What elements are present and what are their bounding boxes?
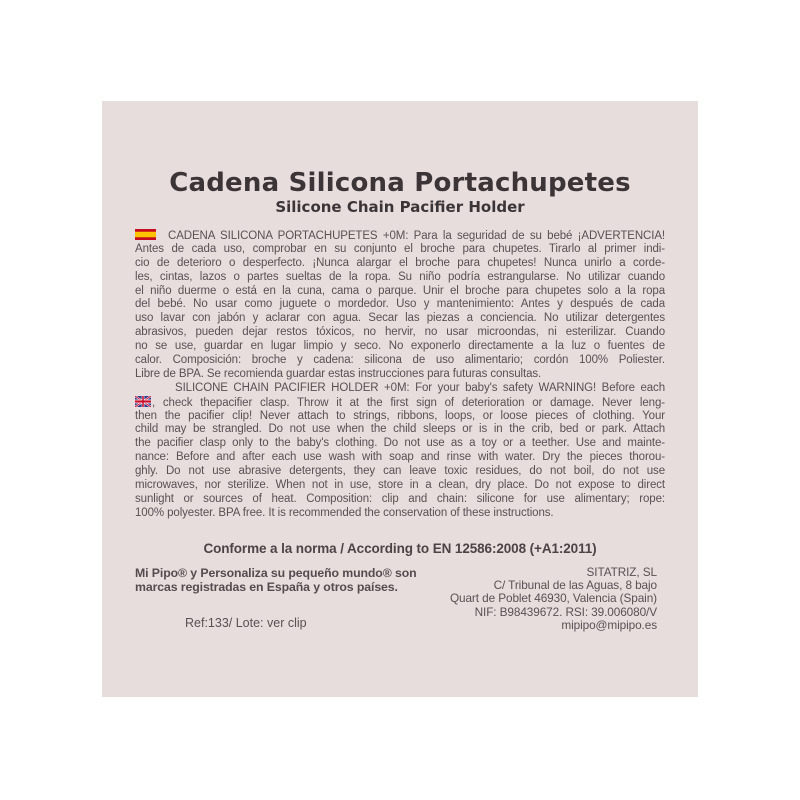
english-warning-line: ghly. Do not use abrasive detergents, they can leave toxic residues, do not boil, do not use xyxy=(135,465,665,478)
company-address-line: Quart de Poblet 46930, Valencia (Spain) xyxy=(449,591,657,606)
product-label xyxy=(102,101,698,697)
compliance-statement: Conforme a la norma / According to EN 12586:2008 (+A1:2011) xyxy=(203,540,597,556)
ref-lot-line: Ref:133/ Lote: ver clip xyxy=(185,615,307,630)
english-warning-line: child may be strangled. Do not use when the child sleeps or is in the crib, bed or park. Attach xyxy=(135,423,665,436)
company-address xyxy=(450,566,665,632)
spanish-warning-line: abrasivos, pueden dejar restos tóxicos, no hervir, no usar microondas, ni esterilizar. Cuando xyxy=(135,326,665,339)
english-warning-line: the pacifier clasp only to the baby's clothing. Do not use as a toy or a teether. Use and mainte- xyxy=(135,437,665,450)
english-warning-line: then the pacifier clip! Never attach to strings, ribbons, loops, or loose pieces of clothing. Your xyxy=(135,409,665,422)
spanish-warning-line: uso lavar con jabón y aclarar con agua. Secar las piezas a conciencia. No utilizar detergentes xyxy=(135,312,665,325)
spanish-warning-line: Antes de cada uso, comprobar en su conjunto el broche para chupetes. Tirarlo al primer indi- xyxy=(135,242,665,255)
company-address-line: NIF: B98439672. RSI: 39.006080/V xyxy=(474,604,657,619)
spanish-warning-line: del bebé. No usar como juguete o mordedor. Uso y mantenimiento: Antes y después de cada xyxy=(135,298,665,311)
company-address-line: C/ Tribunal de las Aguas, 8 bajo xyxy=(493,578,657,592)
product-subtitle: Silicone Chain Pacifier Holder xyxy=(275,198,525,216)
uk-flag-icon xyxy=(135,396,151,407)
company-address-line: SITATRIZ, SL xyxy=(586,564,657,579)
trademark-line: marcas registradas en España y otros países. xyxy=(135,580,398,595)
company-address-line: mipipo@mipipo.es xyxy=(561,617,657,632)
product-title: Cadena Silicona Portachupetes xyxy=(169,168,631,198)
instructions-text xyxy=(135,229,665,521)
spanish-warning-line: Libre de BPA. Se recomienda guardar estas instrucciones para futuras consultas. xyxy=(135,367,542,380)
english-warning-line: SILICONE CHAIN PACIFIER HOLDER +0M: For your baby's safety WARNING! Before each xyxy=(175,381,665,394)
english-warning-line: 100% polyester. BPA free. It is recommended the conservation of these instructions. xyxy=(135,506,554,519)
footer-left-column xyxy=(135,566,435,632)
english-warning-line: microwaves, nor sterilize. When not in use, store in a clean, dry place. Do not expose to direct xyxy=(135,479,665,492)
spanish-warning-line: les, cintas, lazos o partes sueltas de la ropa. Su niño podría estrangularse. No utilizar cuando xyxy=(135,270,665,283)
spain-flag-icon xyxy=(135,229,156,240)
spanish-warning-line: cio de deterioro o desperfecto. ¡Nunca alargar el broche para chupetes! Nunca unirlo a corde- xyxy=(135,256,665,269)
trademark-line: Mi Pipo® y Personaliza su pequeño mundo® son xyxy=(135,565,417,580)
spanish-warning-line: CADENA SILICONA PORTACHUPETES +0M: Para la seguridad de su bebé ¡ADVERTENCIA! xyxy=(135,229,665,243)
english-warning-line: nance: Before and after each use wash with soap and rinse with water. Dry the pieces thorou- xyxy=(135,451,665,464)
spanish-warning-line: el niño duerme o está en la cuna, cama o parque. Unir el broche para chupetes solo a la ropa xyxy=(135,284,665,297)
english-warning-line: , check thepacifier clasp. Throw it at the first sign of deterioration or damage. Never leng- xyxy=(135,396,665,410)
footer-row xyxy=(135,566,665,632)
spanish-warning-line: calor. Composición: broche y cadena: silicona de uso alimentario; cordón 100% Poliester. xyxy=(135,354,665,367)
english-warning-line: sunlight or sources of heat. Composition: clip and chain: silicone for use alimentary; rope: xyxy=(135,492,665,505)
trademark-notice xyxy=(135,566,435,595)
spanish-warning-line: no se use, guardar en lugar limpio y seco. No exponerlo directamente a la luz o fuentes de xyxy=(135,340,665,353)
